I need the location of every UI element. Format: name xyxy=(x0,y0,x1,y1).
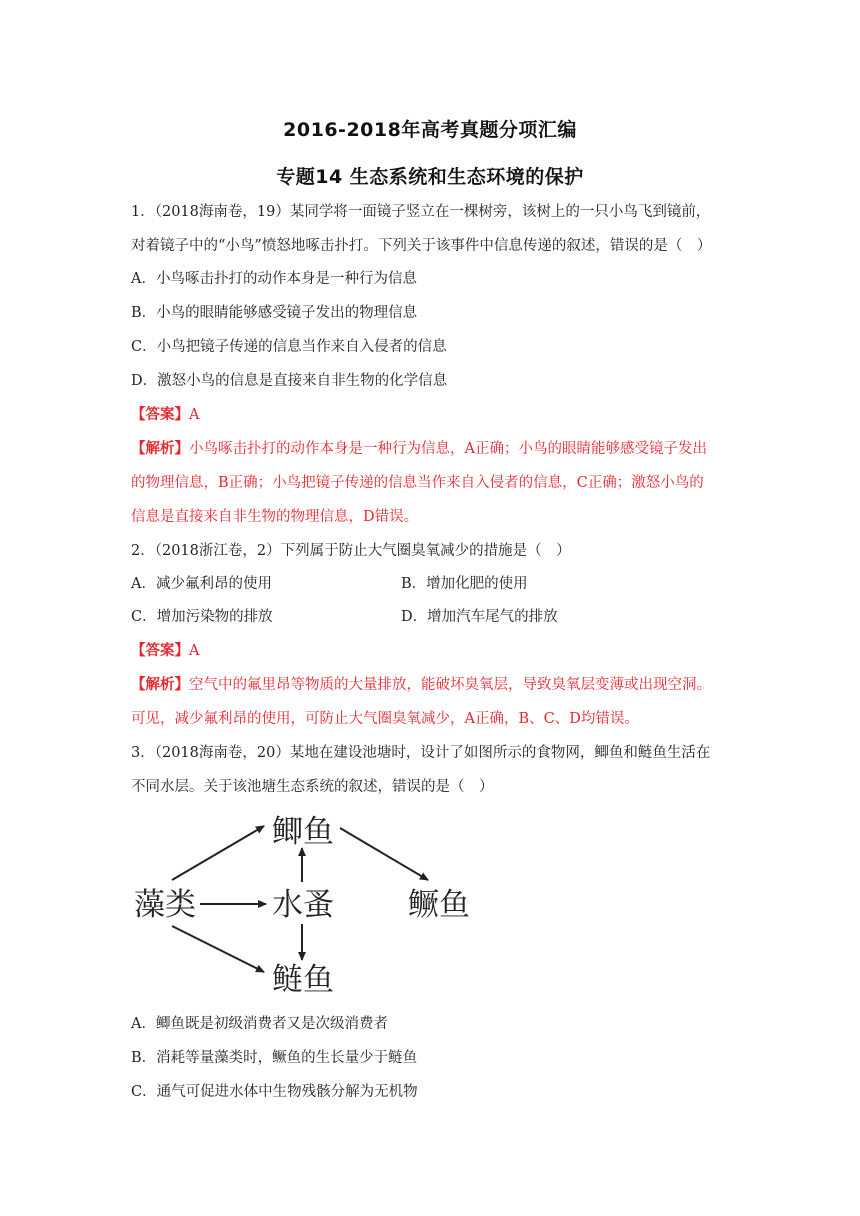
q3-stem-line2: 不同水层。关于该池塘生态系统的叙述，错误的是（ ） xyxy=(131,779,494,795)
q1-analysis-tag: 【解析】 xyxy=(131,440,189,457)
node-crucian: 鲫鱼 xyxy=(272,814,334,850)
q1-option-d: D．激怒小鸟的信息是直接来自非生物的化学信息 xyxy=(131,373,448,389)
q3-stem-line1: 3．（2018海南卷，20）某地在建设池塘时，设计了如图所示的食物网，鲫鱼和鲢鱼生活在 xyxy=(131,745,711,761)
page-title: 2016-2018年高考真题分项汇编 xyxy=(283,119,577,141)
q1-answer-value: A xyxy=(189,407,200,423)
node-silver-carp: 鲢鱼 xyxy=(272,962,334,998)
arrow-algae-to-crucian xyxy=(172,826,264,880)
arrow-algae-to-silver-carp xyxy=(172,926,264,972)
arrow-crucian-to-mandarin xyxy=(340,828,428,880)
q3-option-b: B．消耗等量藻类时，鳜鱼的生长量少于鲢鱼 xyxy=(131,1050,418,1066)
q2-answer xyxy=(131,641,199,661)
node-flea: 水蚤 xyxy=(272,887,334,923)
q1-answer-tag: 【答案】 xyxy=(131,406,189,423)
q2-analysis-line2: 可见，减少氟利昂的使用，可防止大气圈臭氧减少，A正确，B、C、D均错误。 xyxy=(131,711,639,727)
q1-answer xyxy=(131,405,199,425)
node-algae: 藻类 xyxy=(134,887,196,923)
page-subtitle: 专题14 生态系统和生态环境的保护 xyxy=(276,166,584,188)
q1-analysis-line2: 的物理信息，B正确；小鸟把镜子传递的信息当作来自入侵者的信息，C正确；激怒小鸟的 xyxy=(131,475,704,491)
q2-analysis-line1 xyxy=(131,675,711,695)
q1-stem-line2: 对着镜子中的“小鸟”愤怒地啄击扑打。下列关于该事件中信息传递的叙述，错误的是（ ） xyxy=(131,238,712,254)
node-mandarin: 鳜鱼 xyxy=(408,887,470,923)
q1-analysis-line3: 信息是直接来自非生物的物理信息，D错误。 xyxy=(131,509,419,525)
q2-analysis-text1: 空气中的氟里昂等物质的大量排放，能破坏臭氧层，导致臭氧层变薄或出现空洞。 xyxy=(189,677,711,693)
q2-option-d: D．增加汽车尾气的排放 xyxy=(401,609,558,625)
q2-stem: 2．（2018浙江卷，2）下列属于防止大气圈臭氧减少的措施是（ ） xyxy=(131,543,571,559)
q2-option-b: B．增加化肥的使用 xyxy=(401,576,528,592)
q1-analysis-line1 xyxy=(131,439,707,459)
q1-option-c: C．小鸟把镜子传递的信息当作来自入侵者的信息 xyxy=(131,339,447,355)
q1-option-b: B．小鸟的眼睛能够感受镜子发出的物理信息 xyxy=(131,305,418,321)
q2-option-c: C．增加污染物的排放 xyxy=(131,609,273,625)
q2-answer-value: A xyxy=(189,643,200,659)
q2-answer-tag: 【答案】 xyxy=(131,642,189,659)
q1-analysis-text1: 小鸟啄击扑打的动作本身是一种行为信息，A正确；小鸟的眼睛能够感受镜子发出 xyxy=(189,441,707,457)
q3-option-a: A．鲫鱼既是初级消费者又是次级消费者 xyxy=(131,1016,388,1032)
q3-option-c: C．通气可促进水体中生物残骸分解为无机物 xyxy=(131,1084,418,1100)
q2-analysis-tag: 【解析】 xyxy=(131,676,189,693)
q1-option-a: A．小鸟啄击扑打的动作本身是一种行为信息 xyxy=(131,271,417,287)
q2-option-a: A．减少氟利昂的使用 xyxy=(131,576,272,592)
q1-stem-line1: 1．（2018海南卷，19）某同学将一面镜子竖立在一棵树旁，该树上的一只小鸟飞到镜前， xyxy=(131,204,711,220)
